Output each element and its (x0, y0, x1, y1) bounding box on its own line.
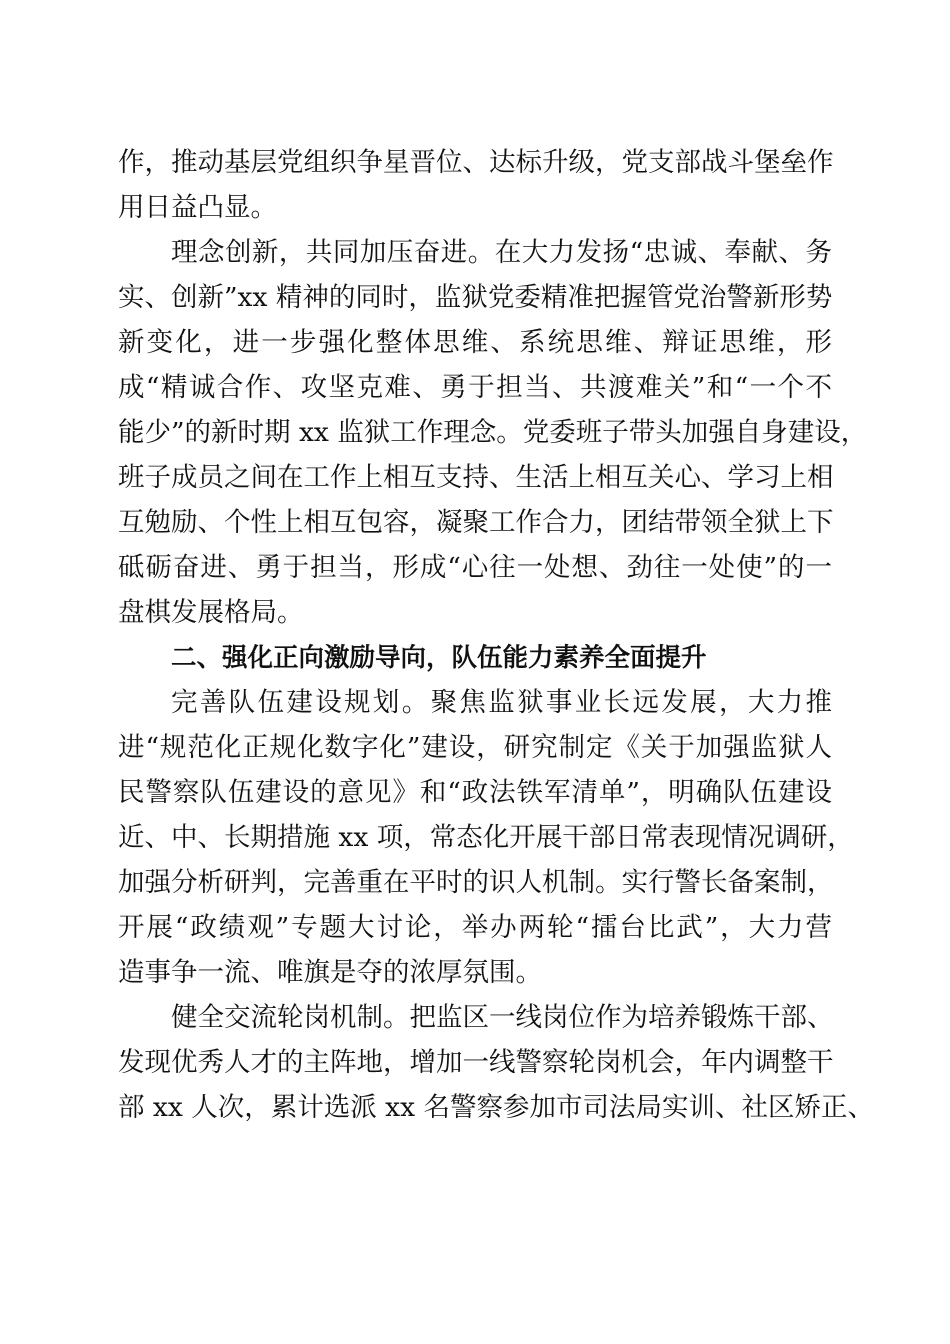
paragraph-start-line: 完善队伍建设规划。聚焦监狱事业长远发展，大力推 (171, 687, 832, 718)
paragraph-start-line: 理念创新，共同加压奋进。在大力发扬“忠诚、奉献、务 (171, 237, 832, 268)
text-line: 砥砺奋进、勇于担当，形成“心往一处想、劲往一处使”的一 (118, 552, 832, 583)
text-line: 盘棋发展格局。 (118, 597, 304, 628)
text-line: 能少”的新时期 xx 监狱工作理念。党委班子带头加强自身建设， (118, 417, 868, 448)
text-line: 部 xx 人次，累计选派 xx 名警察参加市司法局实训、社区矫正、 (118, 1092, 874, 1123)
section-heading: 二、强化正向激励导向，队伍能力素养全面提升 (171, 643, 707, 673)
text-line: 造事争一流、唯旗是夺的浓厚氛围。 (118, 957, 542, 988)
text-line: 近、中、长期措施 xx 项，常态化开展干部日常表现情况调研， (118, 822, 854, 853)
text-line: 新变化，进一步强化整体思维、系统思维、辩证思维，形 (118, 327, 832, 358)
text-line: 加强分析研判，完善重在平时的识人机制。实行警长备案制， (118, 867, 834, 898)
text-line: 进“规范化正规化数字化”建设，研究制定《关于加强监狱人 (118, 732, 832, 763)
text-line: 发现优秀人才的主阵地，增加一线警察轮岗机会，年内调整干 (118, 1047, 834, 1078)
text-line: 开展“政绩观”专题大讨论，举办两轮“擂台比武”，大力营 (118, 912, 832, 943)
paragraph-start-line: 健全交流轮岗机制。把监区一线岗位作为培养锻炼干部、 (171, 1002, 834, 1033)
text-line: 用日益凸显。 (118, 192, 277, 223)
text-line: 民警察队伍建设的意见》和“政法铁军清单”，明确队伍建设 (118, 777, 832, 808)
text-line: 成“精诚合作、攻坚克难、勇于担当、共渡难关”和“一个不 (118, 372, 832, 403)
text-line: 班子成员之间在工作上相互支持、生活上相互关心、学习上相 (118, 462, 834, 493)
text-line: 互勉励、个性上相互包容，凝聚工作合力，团结带领全狱上下 (118, 507, 834, 538)
text-line: 作，推动基层党组织争星晋位、达标升级，党支部战斗堡垒作 (118, 147, 834, 178)
text-line: 实、创新”xx 精神的同时，监狱党委精准把握管党治警新形势 (118, 282, 833, 313)
